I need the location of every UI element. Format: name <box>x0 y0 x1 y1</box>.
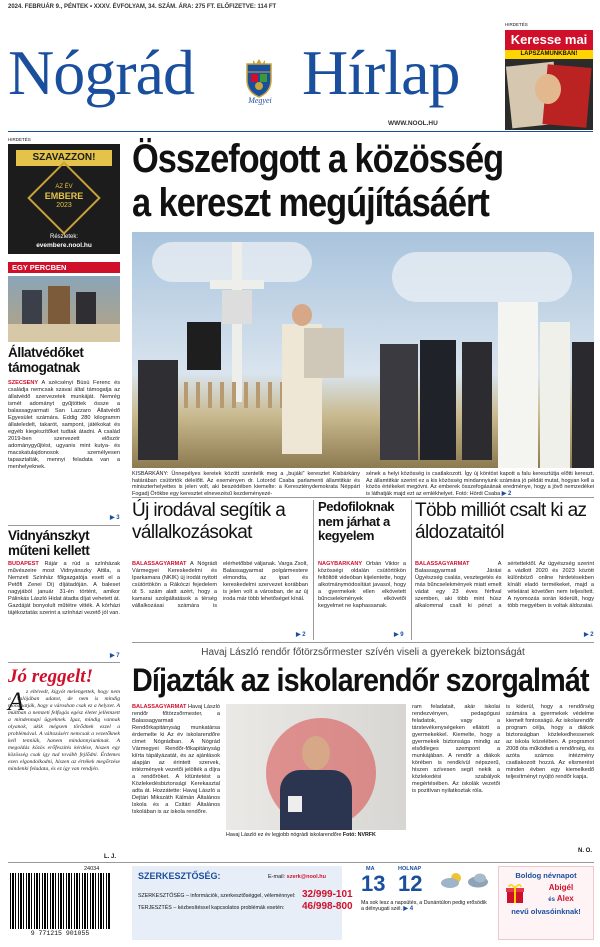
main-caption-left: KISBÁRKÁNY: Ünnepélyes keretek között szentelik meg a „bujáki” keresztet Kisbárkány határában csütörtök délelőtt. Az eseményen dr. Lotoród Csaba parlamenti államtitkár és miniszterhelyettes is jelen volt, aki beszédében kiemelte: a Kereszténydemokrata Néppárt Fogadj Örökbe egy keresztet elnevezésű kezdeményezé- <box>132 471 360 497</box>
story3-headline: Pedofiloknak nem járhat a kegyelem <box>318 499 395 543</box>
egy-percben-photo <box>8 276 120 342</box>
divider <box>411 500 412 640</box>
story5-photo <box>226 704 406 830</box>
weather-ref[interactable]: ▶ 4 <box>403 906 414 913</box>
photo-person <box>138 360 178 460</box>
egy-percben-headline2: Vidnyánszkyt műteni kellett <box>8 528 90 558</box>
main-caption-right: sének a helyi közösség is csatlakozott. Így új köntöst kapott a falu keresztútja előtti kereszt. Az államtitkár szerint ez a kis közösség mindannyiunk számára jó példát mutat, hogyan kell a közös értékeket megóvni. Az emberek összefogásának eredménye, hogy a jövő nemzedékei is láthatják majd ezt az emlékhelyet. Fotó: Hórdi Csaba ▶ 2 <box>366 471 594 497</box>
jo-reggelt-title: Jó reggelt! <box>8 666 93 687</box>
promo-title: Keresse mai <box>505 30 593 50</box>
weather-cloud-sun-icon <box>440 872 464 888</box>
photo-certificate <box>288 796 302 812</box>
jo-reggelt-signature: L. J. <box>104 854 117 860</box>
barcode-icon <box>10 873 110 929</box>
story5-headline: Díjazták az iskolarendőr szorgalmát <box>132 662 589 698</box>
nameday-names2-row: és Alex <box>548 894 574 903</box>
divider <box>8 662 120 663</box>
masthead-title-left: Nógrád <box>8 37 194 108</box>
egy-percben-text1: SZÉCSÉNY A szécsényi Büsü Ferenc és családja nemcsak szavai által támogatja az állatvédő szervezetek munkáját. Nemrég ismét adományt gyűjtöttek össze a balassagyarmati San Lazzaro Állatvédő Egyesület számára. Eddig 280 kilogramm állateledelt, takarót, sampont, játékokat és egyéb kiegészítőket tudtak átadni. A család 2019-ben szervezett először adománygyűjtést, ugyanis mint kutya- és macskatulajdonosok személyesen tapasztalták, mennyi feladata van a menhelyeknek. <box>8 380 120 470</box>
story5-col1: BALASSAGYARMAT Havaj László rendőr főtörzsőrmester, a Balassagyarmati Rendőrkapitányság munkatársa érdemelte ki Az év iskolarendőre címet Nógrádban. A Nógrád Vármegyei Rendőr-főkapitányság kiírta tápályázatát, és az ajánlások alapján az érintett szervek, intézmények vezetői jelölték a díjra a rendőröket. A kitüntetést a Közlekedésbiztonsági Kerekasztal adta át. Hozzátette: Havaj László a Dejtári Mikszáth Kálmán Általános Iskola és a Csitári Általános Iskolában is az iskola rendőre. <box>132 704 220 815</box>
story2-headline: Új irodával segítik a vállalkozásokat <box>132 500 286 543</box>
story5-caption: Havaj László ez év legjobb nógrádi iskolarendőre Fotó: NVRFK <box>226 832 376 838</box>
nameday-tail: nevű olvasóinknak! <box>511 907 581 916</box>
weather-tomorrow-label: HOLNAP <box>398 866 422 872</box>
photo-person <box>462 342 492 460</box>
main-headline-line1: Összefogott a közösség <box>132 137 504 181</box>
weather-cloud-icon <box>466 872 490 888</box>
award-line1: AZ ÉV <box>55 184 73 190</box>
vote-details-url[interactable]: evembere.nool.hu <box>36 242 92 249</box>
vote-details-label: Részletek: <box>49 234 78 240</box>
story5-col3: ram feladatait, akár iskolai rendezvényen, pedagógusi feladatok, vagy a társtevékenységeken ellátott a gyermekekkel. Kiemelte, hogy a gyermekek biztonsága mindig az elsődleges szempont a munkájában. A rendőr a diákok körében is rendkívül népszerű, hiszen szívesen segít nekik a közlekedési szabályok megértésében. Az iskolák vezetői is pozitívan nyilatkoztak róla. <box>412 704 500 794</box>
egy-percben-label: EGY PERCBEN <box>8 262 120 273</box>
story2-text: BALASSAGYARMAT A Nógrádi Vármegyei Kereskedelmi és Iparkamara (NKIK) új irodát nyitott csütörtökön a Rákóczi fejedelem út 5. szám alatt azért, hogy a kamarai szolgáltatások a térség vállalkozásai számára is elérhetőbbé váljanak. Varga Zsolt, Balassagyarmat polgármestere elmondta, az ipari és kereskedelmi szervezet korábban is jelen volt a városban, de az új iroda már több lehetőséget kínál. <box>132 561 308 609</box>
phone2[interactable]: 46/998-800 <box>302 901 353 912</box>
photo-officer-head <box>302 736 330 770</box>
main-story-page-ref[interactable]: ▶ 2 <box>501 490 512 497</box>
story4-ref[interactable]: ▶ 2 <box>584 632 594 638</box>
photo-cloud <box>392 252 572 302</box>
story3-ref[interactable]: ▶ 9 <box>394 632 404 638</box>
masthead-title-right: Hírlap <box>302 37 460 108</box>
promo-face-image <box>535 74 561 104</box>
divider <box>313 500 314 640</box>
photo-altar-server <box>540 322 570 468</box>
main-photo <box>132 232 594 468</box>
story5-kicker-headline: Havaj László rendőr főtörzsőrmester szívén viseli a gyerekek biztonságát <box>201 647 525 658</box>
crest-label: Megyei <box>248 96 272 105</box>
photo-altar-server <box>498 302 538 468</box>
editorial-line1: SZERKESZTŐSÉG – információk, szerkesztőséggel, véleménnyel: <box>138 893 296 899</box>
vote-box[interactable] <box>8 144 120 254</box>
gift-icon <box>504 882 526 904</box>
email-row: E-mail: szerk@nool.hu <box>268 874 326 880</box>
story3-text: NAGYBÁRKÁNY Orbán Viktor a közösségi oldalán csütörtökön feltöltött videóban kijelentette, hogy alkotmánymódosítást javasol, hogy a gyermekek ellen elkövetett bűncselekmények elkövetői kegyelmet ne kaphassanak. <box>318 561 406 609</box>
story2-ref[interactable]: ▶ 2 <box>296 632 306 638</box>
nameday-names1: Abigél <box>548 883 574 892</box>
promo-ad-label: HIRDETÉS <box>505 22 528 27</box>
promo-subtitle: LAPSZÁMUNKBAN! <box>505 50 593 59</box>
weather-today-temp: 13 <box>361 871 386 896</box>
photo-person <box>572 342 594 468</box>
cross-figure <box>222 290 252 324</box>
photo-priest-head <box>292 304 312 326</box>
vote-headline: SZAVAZZON! <box>16 150 112 166</box>
award-year: 2023 <box>56 202 72 209</box>
photo-lectern <box>304 328 344 378</box>
photo-bags <box>8 324 120 342</box>
email-link[interactable]: szerk@nool.hu <box>286 874 326 880</box>
egy-percben-ref1[interactable]: ▶ 3 <box>110 515 120 521</box>
editorial-line2: TERJESZTÉS – kézbesítéssel kapcsolatos problémák esetén: <box>138 905 285 911</box>
weather-text: Ma sok lesz a napsütés, a Dunántúlon pedig erősödik a délnyugati szél. ▶ 4 <box>361 900 487 913</box>
phone1[interactable]: 32/999-101 <box>302 889 353 900</box>
weather-today-label: MA <box>366 866 375 872</box>
main-headline-line2: a kereszt megújításáért <box>132 181 489 225</box>
editorial-title: SZERKESZTŐSÉG: <box>138 871 221 881</box>
story4-headline: Több milliót csalt ki az áldozataitól <box>415 500 587 543</box>
weather-tomorrow-temp: 12 <box>398 871 423 896</box>
egy-percben-headline1: Állatvédőket támogatnak <box>8 345 84 375</box>
award-line2: EMBERE <box>44 191 84 201</box>
photo-speaker <box>187 322 221 370</box>
barcode-number: 9 771215 901055 <box>30 930 90 937</box>
divider <box>8 862 594 863</box>
story5-signature: N. O. <box>578 848 593 854</box>
jo-reggelt-text: z eltévedt, kígyót melengettek, hogy nem a valójában adatot, de nem is mindig mondhatják, hogy a városban csak ez a helyzet. A múltban a nemzeti felfogás egész életet jellemzett a mindennapi ügyeknek. Igaz, mindig vannak olyanok, akik mégsem törődnek ezzel a problémával. A változásért nemcsak a vezetőknek kell tenniük, hanem mindannyiunknak. A megoldás közös erőfeszítés kérdése, hiszen egy közösség csak így tud tovább fejlődni. Érdemes ezen elgondolkodni, hiszen az értékek megőrzése mindenki feladata, és ez így van rendjén. <box>8 689 120 772</box>
dateline: 2024. FEBRUÁR 9., PÉNTEK • XXXV. ÉVFOLYAM, 34. SZÁM. ÁRA: 275 FT. ELŐFIZETVE: 114 FT <box>8 4 277 10</box>
vote-ad-label: HIRDETÉS <box>8 137 31 142</box>
divider <box>8 525 120 526</box>
story5-photo-credit: Fotó: NVRFK <box>342 832 376 838</box>
website: WWW.NOOL.HU <box>388 120 438 127</box>
divider <box>132 497 594 498</box>
cross-horizontal <box>210 280 264 289</box>
egy-percben-ref2[interactable]: ▶ 7 <box>110 653 120 659</box>
barcode-top-number: 24034 <box>84 866 100 872</box>
promo-box[interactable] <box>505 30 593 130</box>
drop-cap: A <box>8 687 24 716</box>
divider <box>132 642 594 643</box>
nameday-title: Boldog névnapot <box>515 871 577 880</box>
story4-text: BALASSAGYARMAT A Balassagyarmati Járási Ügyészség csalás, vesztegetés és más bűncselekmények miatt emelt vádat egy 23 éves férfival szemben, aki több mint húsz alkalommal csalt ki pénzt a sértettektől. Az ügyészség szerint a vádlott 2020 és 2023 között különböző online hirdetésekben kínált eladó termékeket, majd a vételárat követően nem teljesített. A nyomozás során kiderült, hogy több megyében is voltak áldozatai. <box>415 561 594 609</box>
photo-person <box>380 344 418 460</box>
masthead-rule <box>8 131 593 132</box>
story5-col4: is kiderül, hogy a rendőrség számára a gyermekek védelme kiemelt fontosságú. Az iskolarendőr program célja, hogy a diákok biztonságban közlekedhessenek az iskola közelében. A programot 2008 óta működteti a rendőrség, és azóta számos intézmény csatlakozott hozzá. Az elismerést minden évben egy kiemelkedő teljesítményt nyújtó rendőr kapja. <box>506 704 594 780</box>
photo-person <box>420 340 456 460</box>
egy-percben-text2: BUDAPEST Rájár a rúd a színházak művészeire most Vidnyánszky Attila, a Nemzeti Színház főigazgatója esett el a Petőfi Zenei Díj díjátadóján. A baleset nagyjából január 31-én történt, amikor Pálinkás László Hidat átadta díjat vehetett át. Gazdáját bonyolult műtétre vitték. A kórházi tájékoztatás szerint a színházi vezető jól van. <box>8 561 120 616</box>
